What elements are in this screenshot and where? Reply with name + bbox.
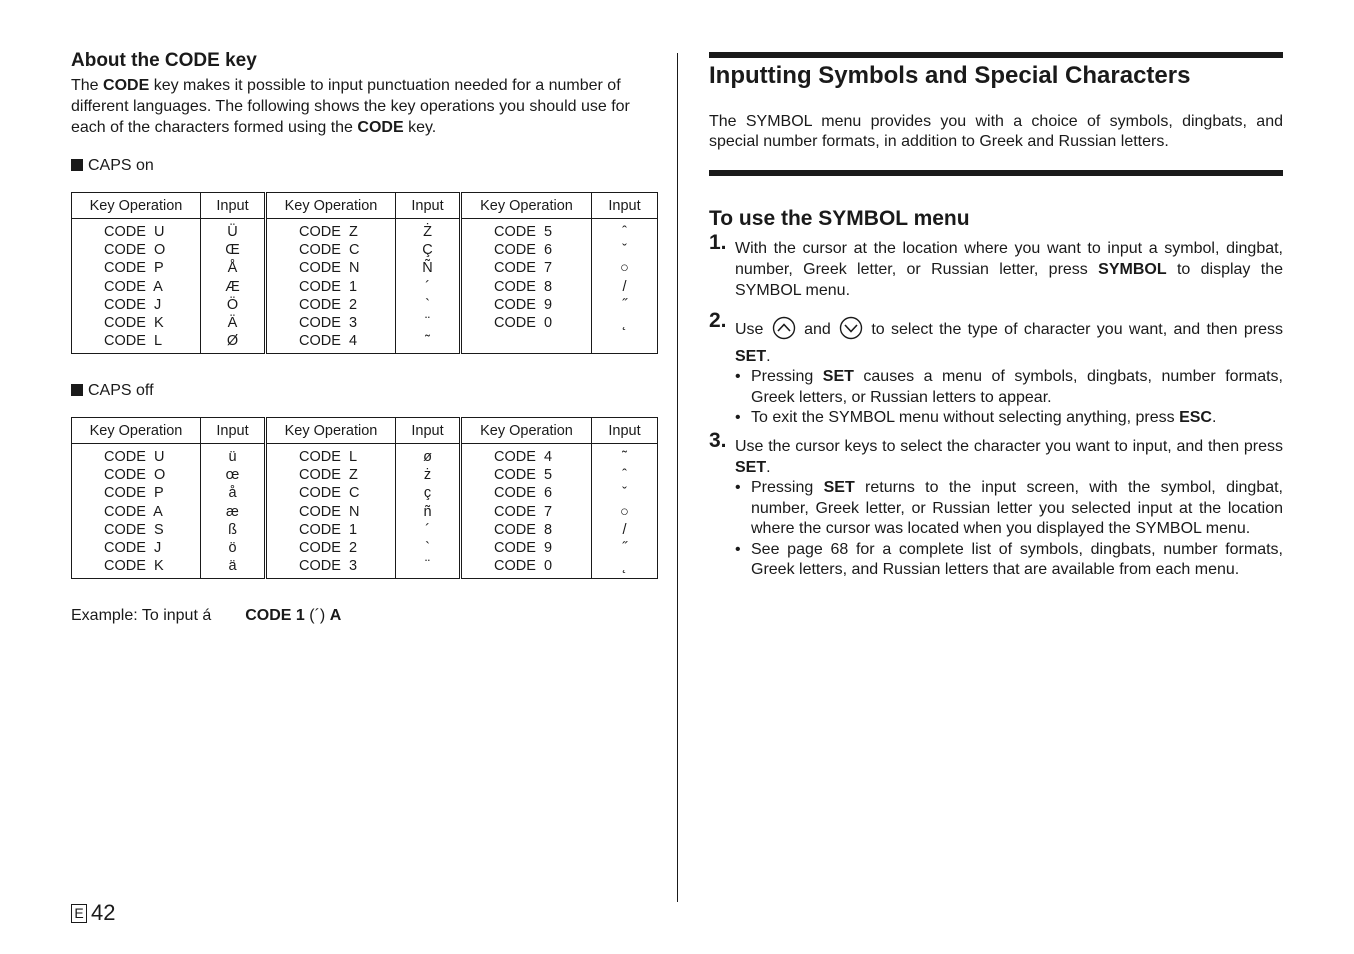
step-text-part: . (766, 348, 771, 365)
table-cell: Œ (225, 242, 240, 259)
intro-bold-code-1: CODE (103, 77, 150, 94)
table-cell: ç (423, 485, 432, 502)
key-ops-column (266, 219, 396, 354)
list-item (735, 408, 1283, 429)
intro-text-2: key makes it possible to input punctuation needed for a number of different languages. The following shows the key operations you should use for each of the characters formed using the (71, 77, 630, 136)
table-body-row (72, 219, 658, 354)
caps-off-label (71, 382, 154, 400)
table-cell: ˇ (622, 242, 627, 259)
table-cell: ñ (423, 503, 432, 520)
table-cell: CODE 7 (494, 260, 553, 277)
step-text-part: Use (735, 321, 770, 338)
table-cell: CODE 8 (494, 521, 553, 538)
input-column (592, 444, 658, 579)
table-cell: CODE 5 (494, 467, 553, 484)
key-ops-column (72, 444, 201, 579)
header-key-operation: Key Operation (266, 418, 396, 444)
input-column (396, 444, 461, 579)
intro-text-3: key. (403, 119, 437, 136)
header-input: Input (201, 193, 266, 219)
cursor-up-key-icon (772, 316, 796, 346)
square-bullet-icon (71, 159, 83, 171)
table-header-row (72, 193, 658, 219)
step-text (735, 316, 1283, 367)
bullet-text: . (1211, 409, 1217, 426)
table-cell: CODE 3 (299, 314, 358, 331)
table-cell: ø (423, 449, 432, 465)
table-cell: CODE 5 (494, 224, 553, 240)
table-cell: CODE O (104, 242, 166, 259)
table-cell: CODE 2 (299, 539, 358, 556)
list-item (735, 367, 1283, 408)
step-text-part: With the cursor at the location where you want to input a symbol, dingbat, number, Greek letter, or Russian letter, press (735, 240, 1283, 278)
header-key-operation: Key Operation (461, 418, 592, 444)
table-cell: ˝ (622, 539, 627, 556)
example-accent: (´) (304, 607, 330, 624)
page-title: Inputting Symbols and Special Characters (709, 62, 1191, 89)
table-cell: å (228, 485, 237, 502)
table-cell: CODE 0 (494, 558, 553, 575)
list-item (735, 478, 1283, 540)
table-cell: Ä (227, 314, 238, 331)
key-ops-column (461, 219, 592, 354)
table-cell: CODE P (104, 260, 164, 277)
table-cell: CODE 8 (494, 278, 553, 295)
step-text (735, 436, 1283, 478)
table-cell: ¨ (425, 314, 430, 331)
caps-on-label (71, 157, 154, 175)
intro-text-1: The (71, 77, 104, 94)
list-item (735, 540, 1283, 581)
table-cell: ○ (620, 260, 629, 277)
table-cell: ´ (425, 521, 430, 538)
table-cell: CODE S (104, 521, 164, 538)
table-cell: ` (425, 296, 430, 313)
title-rule (709, 52, 1283, 58)
bullet-text: causes a menu of symbols, dingbats, number formats, Greek letters, or Russian letters to appear. (751, 368, 1284, 406)
header-input: Input (396, 193, 461, 219)
input-column (201, 444, 266, 579)
table-cell: ä (228, 558, 237, 575)
table-cell: ˆ (622, 467, 627, 484)
table-cell: ü (228, 449, 237, 465)
table-cell: CODE U (104, 224, 165, 240)
key-ops-column (72, 219, 201, 354)
key-ops-column (266, 444, 396, 579)
table-cell: CODE A (104, 278, 163, 295)
input-column (201, 219, 266, 354)
table-cell: ˇ (622, 485, 627, 502)
table-cell: CODE 9 (494, 296, 553, 313)
table-cell: CODE 4 (494, 449, 553, 465)
table-cell: œ (225, 467, 240, 484)
table-cell: ˜ (425, 333, 430, 350)
step-3 (709, 429, 1284, 581)
intro-bold-code-2: CODE (357, 119, 404, 136)
table-cell: Ö (226, 296, 239, 313)
step-text-part: to display the SYMBOL menu. (735, 261, 1284, 299)
table-body-row (72, 444, 658, 579)
symbol-intro: The SYMBOL menu provides you with a choice of symbols, dingbats, and special number formats, in addition to Greek and Russian letters. (709, 113, 1283, 150)
step-text-part: . (766, 459, 771, 476)
example-line (71, 607, 341, 625)
caps-on-text: CAPS on (88, 157, 154, 174)
table-cell: Ñ (422, 260, 433, 277)
step-number: 2. (709, 309, 727, 332)
step-number: 3. (709, 429, 727, 452)
table-cell: ¨ (425, 558, 430, 575)
symbol-key: SYMBOL (1098, 261, 1167, 278)
example-key: A (329, 607, 342, 624)
table-cell: Ü (227, 224, 238, 240)
table-cell: CODE Z (299, 224, 358, 240)
language-badge: E (71, 904, 87, 923)
bullet-text: Pressing (751, 368, 823, 385)
bullet-text: returns to the input screen, with the symbol, dingbat, number, Greek letter, or Russian letter you selected input at the location where the cursor was located when you displayed the SYMBOL menu. (751, 479, 1284, 537)
step-number: 1. (709, 231, 727, 254)
header-input: Input (592, 418, 658, 444)
table-cell: CODE 4 (299, 333, 358, 350)
table-cell: ˜ (622, 449, 627, 465)
table-cell: CODE 7 (494, 503, 553, 520)
table-cell: / (622, 521, 627, 538)
table-cell: CODE 1 (299, 278, 358, 295)
input-column (592, 219, 658, 354)
header-key-operation: Key Operation (266, 193, 396, 219)
step-1 (709, 231, 1284, 301)
section-title: To use the SYMBOL menu (709, 207, 970, 230)
header-key-operation: Key Operation (72, 193, 201, 219)
table-cell: ˝ (622, 296, 627, 313)
table-cell: ´ (425, 278, 430, 295)
step-3-bullets (735, 478, 1283, 581)
step-2 (709, 309, 1284, 429)
bullet-icon: • (735, 479, 741, 496)
set-key: SET (735, 348, 767, 365)
left-heading: About the CODE key (71, 50, 257, 71)
caps-off-text: CAPS off (88, 382, 154, 399)
set-key: SET (822, 368, 854, 385)
caps-on-table (71, 192, 658, 354)
table-cell: ż (423, 467, 432, 484)
table-cell: CODE 3 (299, 558, 358, 575)
header-input: Input (396, 418, 461, 444)
header-key-operation: Key Operation (461, 193, 592, 219)
set-key: SET (735, 459, 767, 476)
table-cell: CODE 6 (494, 242, 553, 259)
table-cell: CODE P (104, 485, 164, 502)
table-cell: CODE 9 (494, 539, 553, 556)
table-cell: CODE C (299, 485, 360, 502)
table-cell: CODE 1 (299, 521, 358, 538)
caps-off-table (71, 417, 658, 579)
step-text-part: and (797, 321, 838, 338)
bullet-icon: • (735, 540, 741, 558)
example-prefix: Example: To input á (71, 607, 212, 624)
set-key: SET (823, 479, 855, 496)
bullet-text: Pressing (751, 479, 824, 496)
table-cell: CODE 2 (299, 296, 358, 313)
table-cell: CODE J (104, 296, 162, 313)
table-cell: æ (226, 503, 239, 520)
table-cell: ˛ (622, 314, 627, 331)
table-header-row (72, 418, 658, 444)
table-cell: ß (228, 521, 237, 538)
header-input: Input (592, 193, 658, 219)
table-cell: ö (228, 539, 237, 556)
page-number: 42 (91, 900, 116, 925)
page-footer (71, 900, 115, 926)
cursor-down-key-icon (839, 316, 863, 346)
bullet-text: See page 68 for a complete list of symbols, dingbats, number formats, Greek letters, and Russian letters that are available from each menu. (751, 540, 1283, 578)
example-code: CODE 1 (245, 607, 305, 624)
table-cell: CODE A (104, 503, 163, 520)
step-text-part: Use the cursor keys to select the character you want to input, and then press (735, 438, 1283, 455)
bullet-text: To exit the SYMBOL menu without selecting anything, press (751, 409, 1180, 426)
bullet-icon: • (735, 368, 741, 385)
step-text (735, 238, 1283, 301)
table-cell: CODE 6 (494, 485, 553, 502)
table-cell: / (622, 278, 627, 295)
table-cell: CODE U (104, 449, 165, 465)
table-cell: ○ (620, 503, 629, 520)
header-key-operation: Key Operation (72, 418, 201, 444)
table-cell: CODE L (104, 333, 163, 350)
section-rule (709, 170, 1283, 176)
table-cell: ` (425, 539, 430, 556)
column-divider (677, 53, 678, 902)
table-cell: ˆ (622, 224, 627, 240)
table-cell: CODE J (104, 539, 162, 556)
table-cell: CODE L (299, 449, 358, 465)
input-column (396, 219, 461, 354)
table-cell: CODE K (104, 314, 164, 331)
table-cell: CODE 0 (494, 314, 553, 331)
table-cell: CODE C (299, 242, 360, 259)
square-bullet-icon (71, 384, 83, 396)
step-2-bullets (735, 367, 1283, 429)
code-key-intro (71, 75, 647, 138)
key-ops-column (461, 444, 592, 579)
table-cell: Æ (225, 278, 240, 295)
table-cell: CODE O (104, 467, 166, 484)
table-cell: Ż (423, 224, 432, 240)
table-cell: CODE N (299, 503, 360, 520)
bullet-icon: • (735, 409, 741, 426)
table-cell: Ç (422, 242, 433, 259)
table-cell: CODE Z (299, 467, 358, 484)
step-text-part: to select the type of character you want, and then press (865, 321, 1284, 338)
table-cell: CODE N (299, 260, 360, 277)
header-input: Input (201, 418, 266, 444)
esc-key: ESC (1179, 409, 1212, 426)
table-cell: CODE K (104, 558, 164, 575)
table-cell: Å (227, 260, 238, 277)
table-cell: Ø (226, 333, 239, 350)
table-cell: ˛ (622, 558, 627, 575)
